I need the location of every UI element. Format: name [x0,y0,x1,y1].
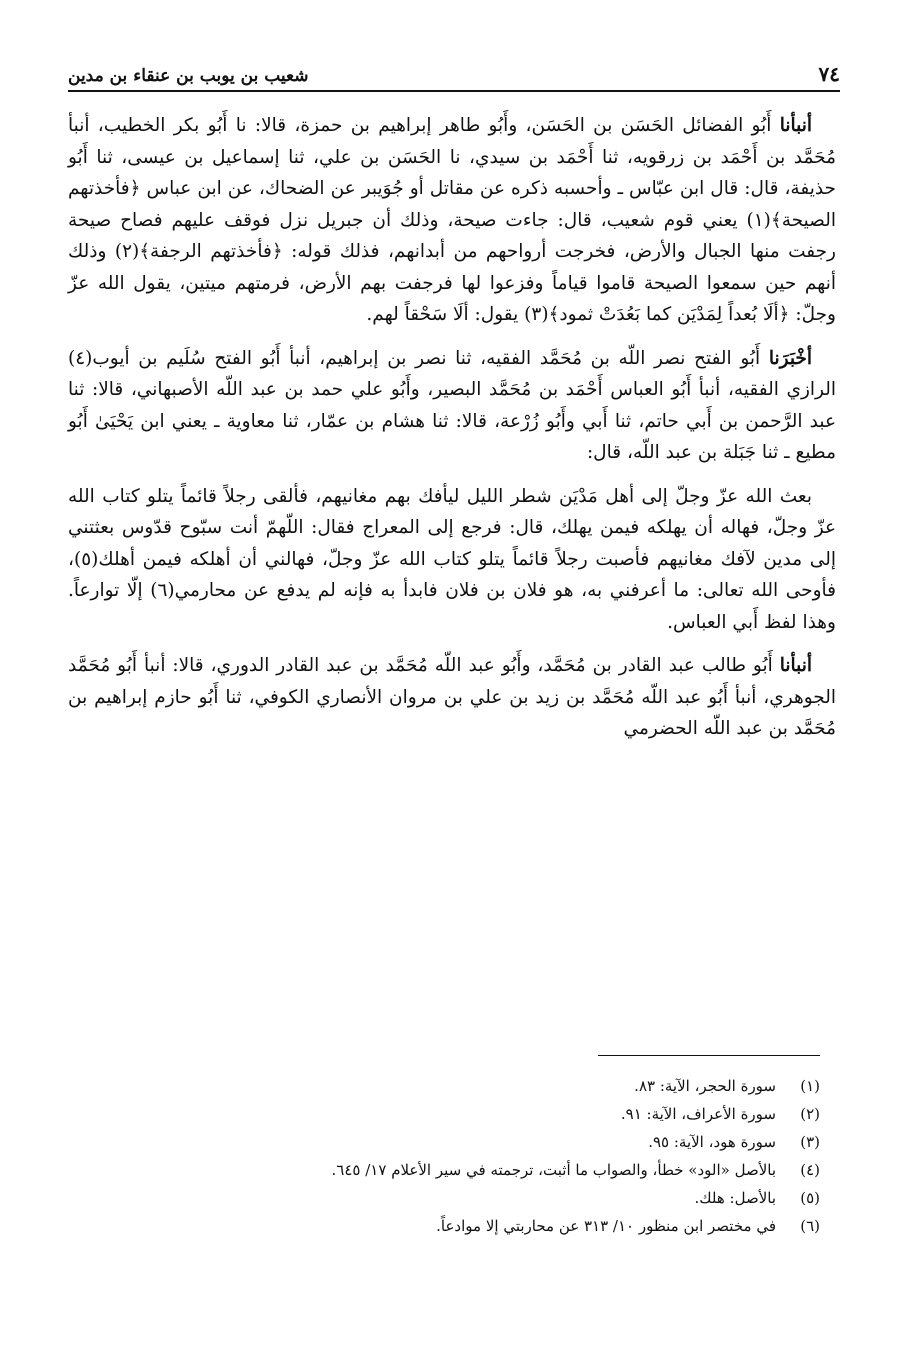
footnote [68,1212,820,1240]
main-text [68,110,836,757]
footnote-number: (٣) [800,1133,820,1151]
paragraph [68,481,836,639]
footnote [68,1072,820,1100]
footnote-text: بالأصل «الود» خطأ، والصواب ما أثبت، ترجمته في سير الأعلام ١٧/ ٦٤٥. [331,1161,776,1179]
footnote [68,1100,820,1128]
footnote-number: (٥) [800,1189,820,1207]
paragraph-lead: أنبأنا [779,115,812,136]
footnotes [68,1072,820,1240]
footnote-number: (٢) [800,1105,820,1123]
footnote-number: (٦) [800,1217,820,1235]
paragraph [68,110,836,331]
footnote-separator [598,1055,820,1056]
footnote [68,1156,820,1184]
footnote-text: سورة الحجر، الآية: ٨٣. [634,1077,776,1095]
footnote [68,1128,820,1156]
paragraph-text: أَبُو طالب عبد القادر بن مُحَمَّد، وأَبُو عبد اللّه مُحَمَّد بن عبد القادر الدوري، قالا: أنبأ أَبُو مُحَمَّد الجوهري، أنبأ أَبُو عبد اللّه مُحَمَّد بن زيد بن علي بن مروان الأنصاري الكوفي، ثنا أَبُو حازم إبراهيم بن مُحَمَّد بن عبد اللّه الحضرمي [68,655,836,739]
paragraph [68,650,836,745]
footnote-number: (٤) [800,1161,820,1179]
running-title: شعيب بن يوبب بن عنقاء بن مدين [68,66,309,86]
page-header [68,56,840,92]
page-number: ٧٤ [818,62,840,86]
footnote-text: سورة هود، الآية: ٩٥. [648,1133,776,1151]
paragraph [68,343,836,469]
footnote-text: سورة الأعراف، الآية: ٩١. [620,1105,776,1123]
footnote [68,1184,820,1212]
paragraph-lead: أخْبَرَنا [768,347,812,369]
paragraph-lead: أنبأنا [779,655,812,676]
footnote-text: بالأصل: هلك. [694,1189,776,1207]
footnote-text: في مختصر ابن منظور ١٠/ ٣١٣ عن محاربتي إلا موادعاً. [436,1217,776,1235]
footnote-number: (١) [800,1077,820,1095]
paragraph-text: أَبُو الفتح نصر اللّه بن مُحَمَّد الفقيه، ثنا نصر بن إبراهيم، أنبأ أَبُو الفتح سُلَيم بن أيوب(٤) الرازي الفقيه، أنبأ أَبُو العباس أَحْمَد بن مُحَمَّد البصير، وأَبُو علي حمد بن عبد اللّه الأصبهاني، قالا: ثنا عبد الرَّحمن بن أَبي حاتم، ثنا أَبي وأَبُو زُرْعة، قالا: ثنا هشام بن عمّار، ثنا معاوية ـ يعني ابن يَحْيَىٰ أَبُو مطيع ـ ثنا جَبَلة بن عبد اللّه، قال: [68,347,836,463]
paragraph-text: بعث الله عزّ وجلّ إلى أهل مَدْيَن شطر الليل ليأفك بهم مغانيهم، فألقى رجلاً قائماً يتلو كتاب الله عزّ وجلّ، فهاله أن يهلكه فيمن يهلك، قال: فرجع إلى المعراج فقال: اللّهمّ أنت سبّوح قدّوس بعثتني إلى مدين لآفك مغانيهم فأصبت رجلاً قائماً يتلو كتاب الله عزّ وجلّ، فهالني أن أهلكه فيمن أهلك(٥)، فأوحى الله تعالى: ما أعرفني به، هو فلان بن فلان فابدأ به فإنه لم يدفع عن محارمي(٦) إلّا توارعاً. وهذا لفظ أَبي العباس. [68,485,836,633]
paragraph-text: أَبُو الفضائل الحَسَن بن الحَسَن، وأَبُو طاهر إبراهيم بن حمزة، قالا: نا أَبُو بكر الخطيب، أنبأ مُحَمَّد بن أَحْمَد بن زرقويه، ثنا أَحْمَد بن سيدي، نا الحَسَن بن علي، ثنا إسماعيل بن عيسى، ثنا أَبُو حذيفة، قال: قال ابن عبّاس ـ وأحسبه ذكره عن مقاتل أو جُوَيبر عن الضحاك، عن ابن عباس ﴿فأخذتهم الصيحة﴾(١) يعني قوم شعيب، قال: جاءت صيحة، وذلك أن جبريل نزل فوقف عليهم فصاح صيحة رجفت منها الجبال والأرض، فخرجت أرواحهم من أبدانهم، فذلك قوله: ﴿فأخذتهم الرجفة﴾(٢) وذلك أنهم حين سمعوا الصيحة قاموا قياماً وفزعوا لها فرجفت بهم الأرض، فرمتهم ميتين، يقول الله عزّ وجلّ: ﴿ألَا بُعداً لِمَدْيَن كما بَعُدَتْ ثمود﴾(٣) يقول: ألَا سَحْقاً لهم. [68,115,836,325]
